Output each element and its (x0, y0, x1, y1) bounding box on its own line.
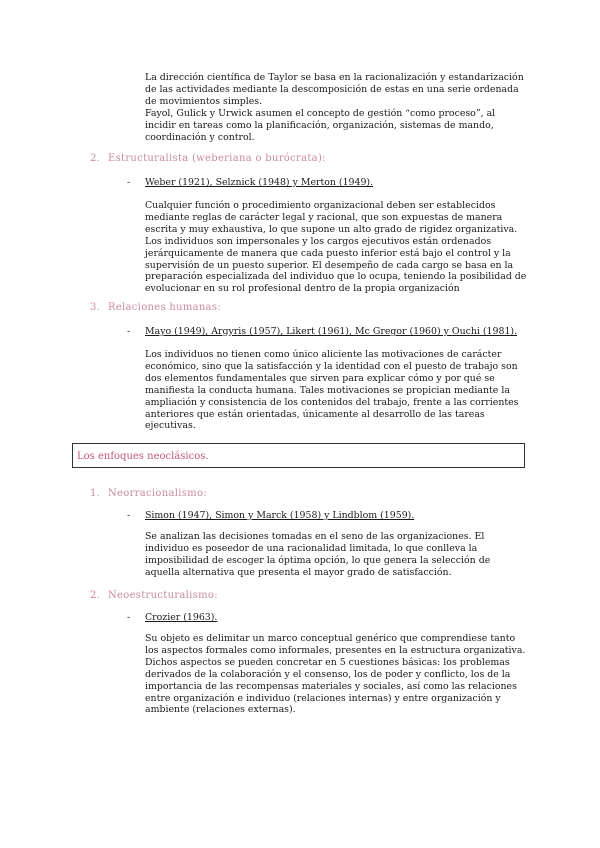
reference-text: Simon (1947), Simon y Marck (1958) y Lindblom (1959). (145, 510, 415, 521)
reference-relaciones-humanas (127, 326, 517, 337)
body-text: Cualquier función o procedimiento organizacional deben ser establecidos mediante reglas de carácter legal y racional, que son expuestas de manera escrita y muy exhaustiva, lo que supone un alto grado de rigidez organizativa. Los individuos son impersonales y los cargos ejecutivos están ordenados jerárquicamente de manera que cada puesto inferior está bajo el control y la supervisión de un puesto superior. El desempeño de cada cargo se basa en la preparación especializada del individuo que lo ocupa, teniendo la posibilidad de evolucionar en su rol profesional dentro de la propia organización (145, 200, 527, 295)
section-title: Estructuralista (weberiana o burócrata): (108, 153, 326, 164)
bullet-dash: - (127, 510, 131, 521)
section-number: 2. (90, 590, 101, 601)
reference-text: Weber (1921), Selznick (1948) y Merton (1949). (145, 177, 374, 188)
intro-fayol-text: Fayol, Gulick y Urwick asumen el concepto de gestión “como proceso”, al incidir en tareas como la planificación, organización, sistemas de mando, coordinación y control. (145, 107, 496, 143)
reference-text: Crozier (1963). (145, 612, 218, 623)
intro-taylor-text: La dirección científica de Taylor se basa en la racionalización y estandarización de las actividades mediante la descomposición de estas en una serie ordenada de movimientos simples. (145, 72, 524, 107)
section-title: Neoestructuralismo: (108, 590, 218, 601)
reference-neoestructuralismo (127, 612, 217, 623)
bullet-dash: - (127, 177, 131, 188)
body-relaciones-humanas (145, 349, 527, 432)
section-title: Relaciones humanas: (108, 302, 222, 313)
bullet-dash: - (127, 326, 131, 337)
section-number: 1. (90, 488, 101, 499)
section-heading-neoestructuralismo (90, 590, 218, 601)
body-neorracionalismo (145, 531, 527, 579)
body-text: Se analizan las decisiones tomadas en el seno de las organizaciones. El individuo es poseedor de una racionalidad limitada, lo que conlleva la imposibilidad de escoger la óptima opción, lo que genera la selección de aquella alternativa que presenta el mayor grado de satisfacción. (145, 531, 491, 578)
section-title: Neorracionalismo: (108, 488, 207, 499)
reference-text: Mayo (1949), Argyris (1957), Likert (1961), Mc Gregor (1960) y Ouchi (1981). (145, 326, 518, 337)
body-text: Los individuos no tienen como único aliciente las motivaciones de carácter económico, sino que la satisfacción y la identidad con el puesto de trabajo son dos elementos fundamentales que sirven para explicar cómo y por qué se manifiesta la conducta humana. Tales motivaciones se propician mediante la ampliación y consistencia de los contenidos del trabajo, frente a las corrientes anteriores que están orientadas, únicamente al desarrollo de las tareas ejecutivas. (145, 349, 519, 432)
reference-neorracionalismo (127, 510, 414, 521)
body-text: Su objeto es delimitar un marco conceptual genérico que comprendiese tanto los aspectos formales como informales, presentes en la estructura organizativa. Dichos aspectos se pueden concretar en 5 cuestiones básicas: los problemas derivados de la colaboración y el consenso, los de poder y conflicto, los de la importancia de las recompensas materiales y sociales, así como las relaciones entre organización e individuo (relaciones internas) y entre organización y ambiente (relaciones externas). (145, 633, 526, 716)
reference-estructuralista (127, 177, 373, 188)
section-number: 2. (90, 153, 101, 164)
section-heading-estructuralista (90, 153, 326, 164)
neoclassic-title-box (72, 443, 525, 468)
bullet-dash: - (127, 612, 131, 623)
neoclassic-title: Los enfoques neoclásicos. (77, 451, 209, 462)
body-estructuralista (145, 200, 527, 295)
section-number: 3. (90, 302, 101, 313)
body-neoestructuralismo (145, 633, 527, 716)
section-heading-relaciones-humanas (90, 302, 221, 313)
intro-paragraph (145, 72, 527, 143)
section-heading-neorracionalismo (90, 488, 207, 499)
